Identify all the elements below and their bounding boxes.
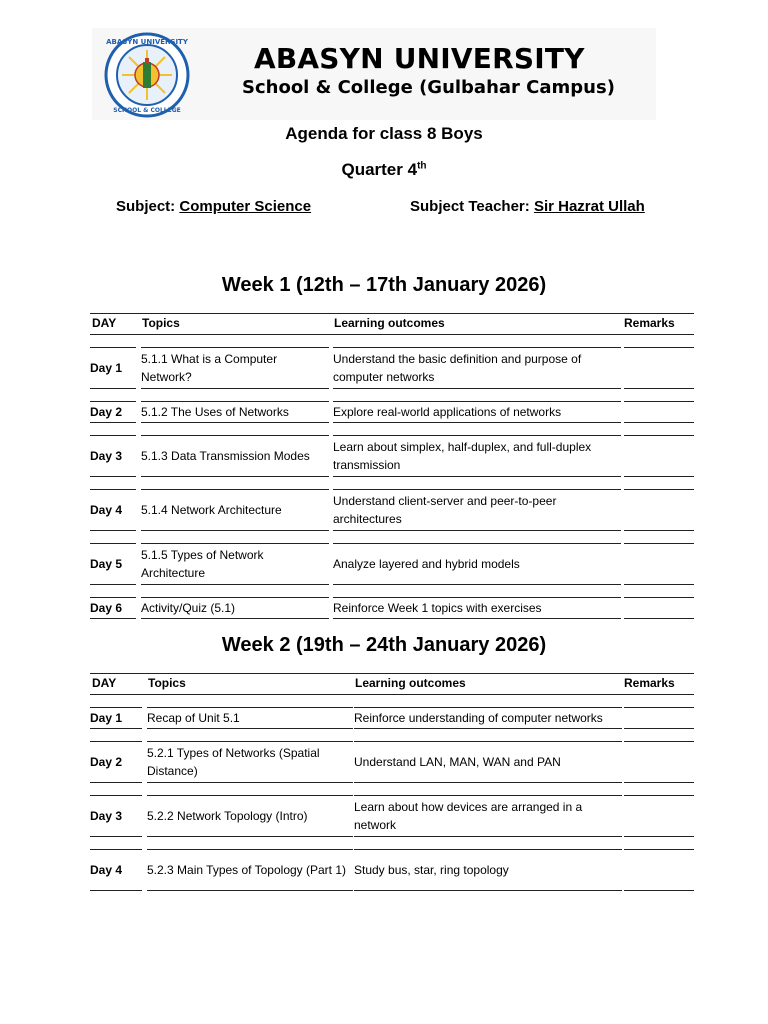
remarks-cell bbox=[624, 707, 694, 729]
day-cell bbox=[90, 741, 142, 783]
topic-cell-text: 5.2.2 Network Topology (Intro) bbox=[147, 809, 308, 823]
campus-name: School & College (Gulbahar Campus) bbox=[242, 77, 615, 98]
table-row bbox=[90, 795, 694, 837]
week2-title: Week 2 (19th – 24th January 2026) bbox=[221, 634, 547, 656]
day-cell-text: Day 1 bbox=[90, 711, 123, 725]
table-row bbox=[90, 849, 694, 891]
topic-cell bbox=[141, 401, 329, 423]
topic-cell-text: Activity/Quiz (5.1) bbox=[141, 601, 236, 615]
outcome-cell bbox=[354, 707, 622, 729]
week2-table bbox=[90, 673, 694, 893]
outcome-cell bbox=[333, 435, 621, 477]
day-cell bbox=[90, 707, 142, 729]
university-name: ABASYN UNIVERSITY bbox=[254, 42, 585, 75]
day-cell-text: Day 2 bbox=[90, 755, 123, 769]
outcome-cell bbox=[333, 489, 621, 531]
remarks-cell bbox=[624, 849, 694, 891]
table-row bbox=[90, 707, 694, 729]
agenda-title: Agenda for class 8 Boys bbox=[285, 124, 483, 143]
teacher-value: Sir Hazrat Ullah bbox=[533, 198, 645, 215]
col-remarks: Remarks bbox=[624, 316, 675, 330]
school-header bbox=[92, 28, 656, 120]
outcome-cell bbox=[354, 795, 622, 837]
subject-value: Computer Science bbox=[179, 198, 312, 215]
remarks-cell bbox=[624, 435, 694, 477]
topic-cell-text: 5.1.3 Data Transmission Modes bbox=[141, 449, 310, 463]
quarter-label bbox=[0, 160, 768, 180]
day-cell-text: Day 6 bbox=[90, 601, 123, 615]
quarter-text: Quarter 4 bbox=[341, 160, 418, 179]
quarter-suffix: th bbox=[417, 160, 427, 172]
outcome-cell-text: Reinforce understanding of computer networks bbox=[354, 711, 603, 725]
topic-cell-text: 5.1.5 Types of Network Architecture bbox=[141, 548, 264, 580]
outcome-cell-text: Study bus, star, ring topology bbox=[354, 863, 509, 877]
day-cell-text: Day 4 bbox=[90, 863, 123, 877]
day-cell bbox=[90, 489, 136, 531]
remarks-cell bbox=[624, 597, 694, 619]
outcome-cell-text: Learn about simplex, half-duplex, and full-duplex transmission bbox=[333, 440, 592, 472]
topic-cell bbox=[141, 489, 329, 531]
col-remarks: Remarks bbox=[624, 676, 675, 690]
topic-cell bbox=[147, 849, 353, 891]
col-outcomes: Learning outcomes bbox=[355, 676, 466, 690]
logo-text-bottom: SCHOOL & COLLEGE bbox=[113, 107, 181, 114]
day-cell bbox=[90, 849, 142, 891]
outcome-cell bbox=[354, 849, 622, 891]
day-cell bbox=[90, 401, 136, 423]
university-logo bbox=[104, 32, 190, 118]
outcome-cell bbox=[333, 597, 621, 619]
topic-cell bbox=[147, 795, 353, 837]
table-row bbox=[90, 597, 694, 619]
day-cell bbox=[90, 597, 136, 619]
remarks-cell bbox=[624, 401, 694, 423]
logo-text-top: ABASYN UNIVERSITY bbox=[106, 38, 188, 46]
day-cell-text: Day 5 bbox=[90, 557, 123, 571]
col-day: DAY bbox=[92, 316, 117, 330]
topic-cell bbox=[147, 707, 353, 729]
subject-label: Subject: bbox=[116, 198, 176, 215]
outcome-cell-text: Understand client-server and peer-to-peer architectures bbox=[333, 494, 557, 526]
day-cell-text: Day 3 bbox=[90, 809, 123, 823]
col-topics: Topics bbox=[142, 316, 180, 330]
table-row bbox=[90, 347, 694, 389]
outcome-cell-text: Understand LAN, MAN, WAN and PAN bbox=[354, 755, 561, 769]
topic-cell bbox=[141, 347, 329, 389]
day-cell-text: Day 4 bbox=[90, 503, 123, 517]
outcome-cell-text: Learn about how devices are arranged in a network bbox=[354, 800, 583, 832]
outcome-cell-text: Understand the basic definition and purpose of computer networks bbox=[333, 352, 582, 384]
topic-cell-text: 5.1.4 Network Architecture bbox=[141, 503, 282, 517]
col-day: DAY bbox=[92, 676, 117, 690]
day-cell bbox=[90, 347, 136, 389]
teacher-line bbox=[410, 198, 645, 215]
col-topics: Topics bbox=[148, 676, 186, 690]
remarks-cell bbox=[624, 795, 694, 837]
table-row bbox=[90, 489, 694, 531]
outcome-cell bbox=[354, 741, 622, 783]
week1-table bbox=[90, 313, 694, 623]
outcome-cell bbox=[333, 347, 621, 389]
teacher-label: Subject Teacher: bbox=[410, 198, 530, 215]
remarks-cell bbox=[624, 543, 694, 585]
day-cell bbox=[90, 435, 136, 477]
week2-header-row bbox=[90, 673, 694, 695]
remarks-cell bbox=[624, 741, 694, 783]
day-cell bbox=[90, 543, 136, 585]
day-cell-text: Day 2 bbox=[90, 405, 123, 419]
topic-cell bbox=[141, 543, 329, 585]
col-outcomes: Learning outcomes bbox=[334, 316, 445, 330]
outcome-cell bbox=[333, 401, 621, 423]
week1-header-row bbox=[90, 313, 694, 335]
topic-cell-text: 5.1.2 The Uses of Networks bbox=[141, 405, 289, 419]
topic-cell bbox=[147, 741, 353, 783]
subject-line bbox=[116, 198, 311, 215]
outcome-cell bbox=[333, 543, 621, 585]
outcome-cell-text: Reinforce Week 1 topics with exercises bbox=[333, 601, 542, 615]
day-cell-text: Day 1 bbox=[90, 361, 123, 375]
topic-cell-text: Recap of Unit 5.1 bbox=[147, 711, 240, 725]
table-row bbox=[90, 401, 694, 423]
topic-cell-text: 5.2.3 Main Types of Topology (Part 1) bbox=[147, 863, 347, 877]
day-cell-text: Day 3 bbox=[90, 449, 123, 463]
topic-cell bbox=[141, 435, 329, 477]
week1-title: Week 1 (12th – 17th January 2026) bbox=[221, 274, 547, 296]
outcome-cell-text: Explore real-world applications of networks bbox=[333, 405, 562, 419]
remarks-cell bbox=[624, 489, 694, 531]
table-row bbox=[90, 435, 694, 477]
topic-cell-text: 5.2.1 Types of Networks (Spatial Distance) bbox=[147, 746, 320, 778]
table-row bbox=[90, 741, 694, 783]
day-cell bbox=[90, 795, 142, 837]
outcome-cell-text: Analyze layered and hybrid models bbox=[333, 557, 520, 571]
remarks-cell bbox=[624, 347, 694, 389]
topic-cell bbox=[141, 597, 329, 619]
table-row bbox=[90, 543, 694, 585]
topic-cell-text: 5.1.1 What is a Computer Network? bbox=[141, 352, 278, 384]
